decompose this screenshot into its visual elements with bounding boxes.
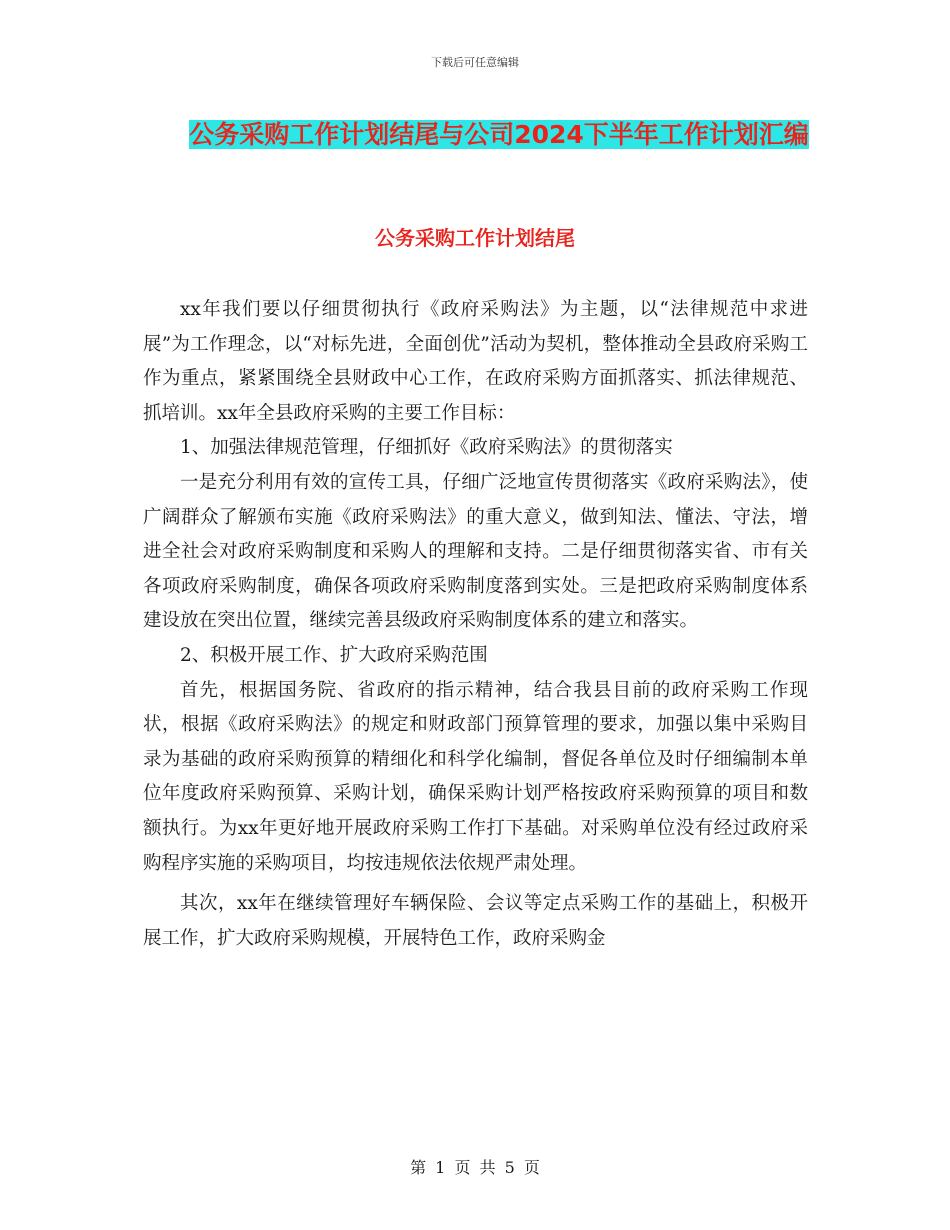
document-title [186, 112, 812, 157]
page-header: 下载后可任意编辑 [431, 56, 519, 69]
paragraph-heading-1: 1、加强法律规范管理，仔细抓好《政府采购法》的贯彻落实 [180, 437, 673, 459]
document-title-text: 公务采购工作计划结尾与公司2024下半年工作计划汇编 [189, 120, 809, 149]
paragraph-heading-2: 2、积极开展工作、扩大政府采购范围 [180, 644, 488, 666]
paragraph-body-1: 一是充分利用有效的宣传工具，仔细广泛地宣传贯彻落实《政府采购法》，使广阔群众了解颁布实施《政府采购法》的重大意义，做到知法、懂法、守法，增进全社会对政府采购制度和采购人的理解和支持。二是仔细贯彻落实省、市有关各项政府采购制度，确保各项政府采购制度落到实处。三是把政府采购制度体系建设放在突出位置，继续完善县级政府采购制度体系的建立和落实。 [143, 471, 808, 632]
paragraph-body-2: 首先，根据国务院、省政府的指示精神，结合我县目前的政府采购工作现状，根据《政府采购法》的规定和财政部门预算管理的要求，加强以集中采购目录为基础的政府采购预算的精细化和科学化编制，督促各单位及时仔细编制本单位年度政府采购预算、采购计划，确保采购计划严格按政府采购预算的项目和数额执行。为xx年更好地开展政府采购工作打下基础。对采购单位没有经过政府采购程序实施的采购项目，均按违规依法依规严肃处理。 [143, 679, 808, 874]
section-title: 公务采购工作计划结尾 [375, 226, 575, 250]
document-body [143, 293, 808, 956]
paragraph-body-3: 其次，xx年在继续管理好车辆保险、会议等定点采购工作的基础上，积极开展工作，扩大政府采购规模，开展特色工作，政府采购金 [143, 893, 808, 949]
paragraph-intro: xx年我们要以仔细贯彻执行《政府采购法》为主题，以“法律规范中求进展”为工作理念，以“对标先进，全面创优”活动为契机，整体推动全县政府采购工作为重点，紧紧围绕全县财政中心工作，在政府采购方面抓落实、抓法律规范、抓培训。xx年全县政府采购的主要工作目标： [143, 299, 808, 424]
page-footer: 第 1 页 共 5 页 [410, 1158, 540, 1177]
